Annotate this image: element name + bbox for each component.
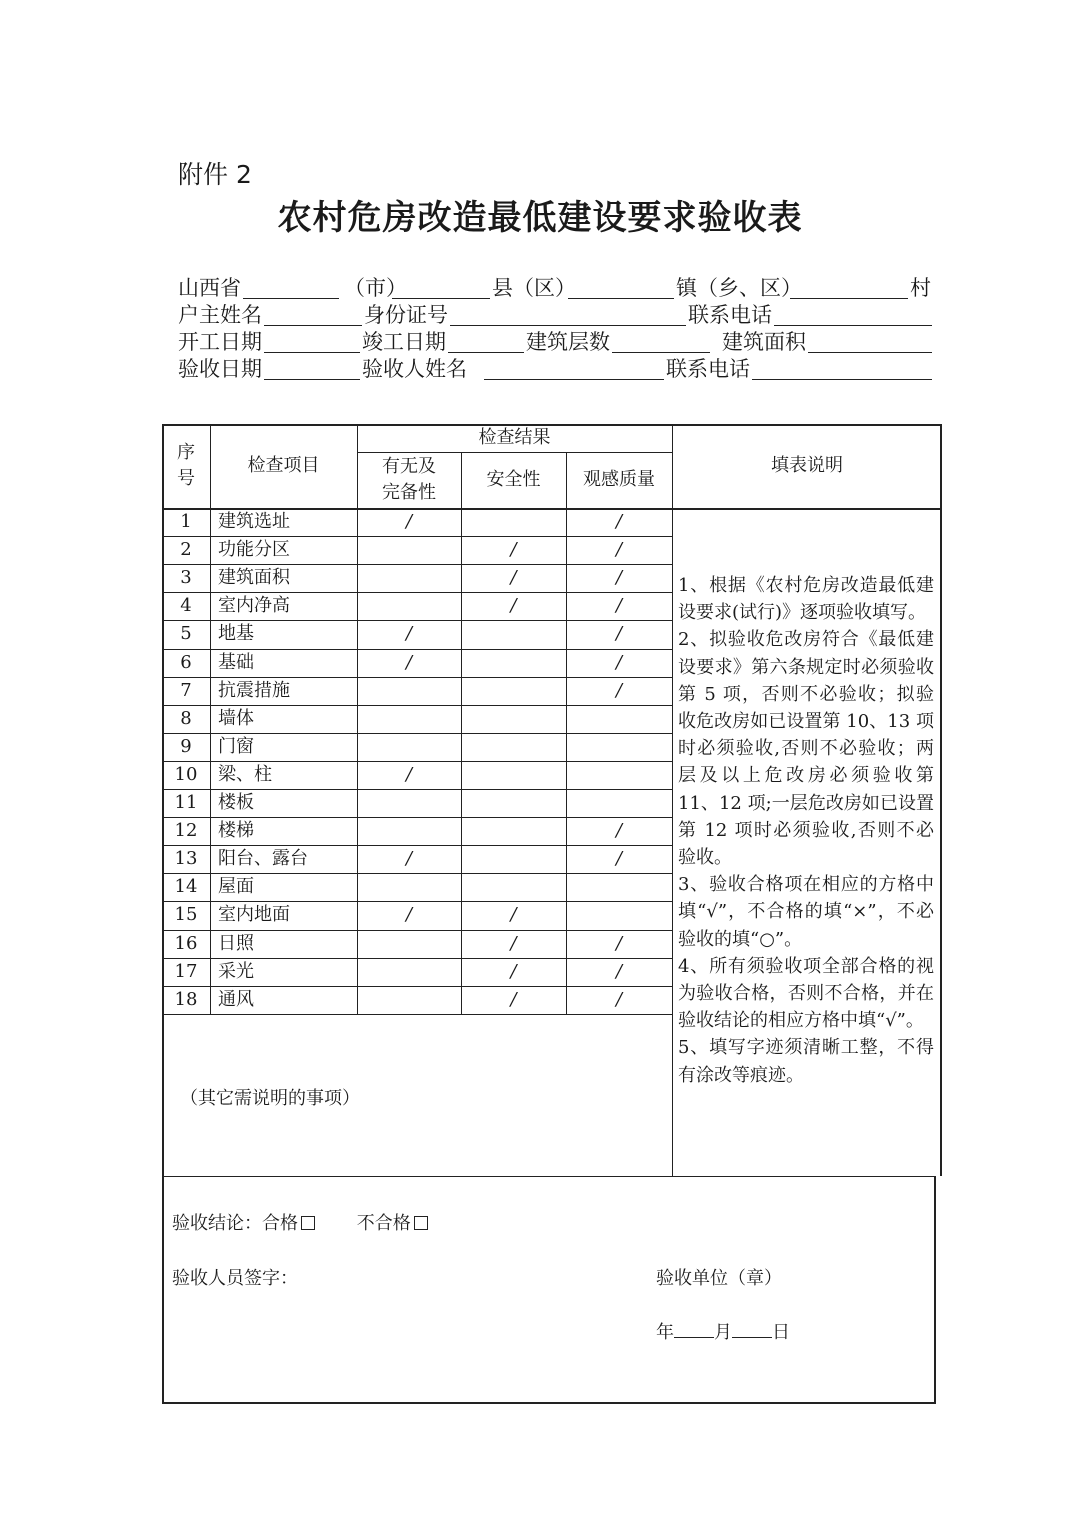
row-item: 地基 xyxy=(218,623,254,645)
inspect-date-label: 验收日期 xyxy=(178,357,262,381)
header-complete: 有无及完备性 xyxy=(382,456,436,503)
conclusion-fail-label: 不合格 xyxy=(356,1213,411,1234)
row-quality-mark[interactable]: / xyxy=(615,567,623,589)
border-right-upper xyxy=(940,424,942,1176)
row-quality-mark[interactable]: / xyxy=(615,539,623,561)
town-label: 镇（乡、区） xyxy=(676,276,802,300)
row-number: 15 xyxy=(174,904,198,926)
row-number: 1 xyxy=(180,511,192,533)
row-number: 8 xyxy=(180,707,192,729)
pass-checkbox[interactable] xyxy=(301,1216,315,1230)
row-number: 12 xyxy=(174,820,198,842)
signature-label: 验收人员签字： xyxy=(172,1268,298,1289)
header-safety: 安全性 xyxy=(486,469,541,490)
row-item: 建筑选址 xyxy=(218,511,290,533)
row-quality-mark[interactable]: / xyxy=(615,595,623,617)
header-seq: 序号 xyxy=(177,442,195,489)
row-number: 7 xyxy=(180,679,192,701)
row-quality-mark[interactable]: / xyxy=(615,679,623,701)
row-quality-mark[interactable] xyxy=(566,761,672,789)
row-safety-mark[interactable]: / xyxy=(510,539,517,561)
end-date-label: 竣工日期 xyxy=(362,330,446,354)
info-line-construction xyxy=(178,326,934,356)
row-safety-mark[interactable] xyxy=(461,705,566,733)
row-complete-mark[interactable] xyxy=(357,705,461,733)
info-line-location xyxy=(178,272,934,302)
row-item: 日照 xyxy=(218,932,254,954)
county-label: 县（区） xyxy=(492,276,576,300)
col-line-notes xyxy=(672,424,673,1176)
filling-instructions xyxy=(678,572,934,1089)
row-safety-mark[interactable] xyxy=(461,508,566,536)
unit-seal-label: 验收单位（章） xyxy=(656,1268,782,1289)
area-label: 建筑面积 xyxy=(722,330,806,354)
row-safety-mark[interactable] xyxy=(461,733,566,761)
row-quality-mark[interactable]: / xyxy=(615,932,623,954)
row-complete-mark[interactable] xyxy=(357,930,461,958)
month-label: 月 xyxy=(714,1322,732,1343)
row-number: 4 xyxy=(180,595,192,617)
row-item: 墙体 xyxy=(218,707,254,729)
row-complete-mark[interactable] xyxy=(357,677,461,705)
row-item: 基础 xyxy=(218,651,254,673)
row-item: 建筑面积 xyxy=(218,567,290,589)
row-quality-mark[interactable] xyxy=(566,873,672,901)
row-quality-mark[interactable]: / xyxy=(615,960,623,982)
row-complete-mark[interactable] xyxy=(357,789,461,817)
row-item: 抗震措施 xyxy=(218,679,290,701)
row-safety-mark[interactable] xyxy=(461,789,566,817)
row-safety-mark[interactable]: / xyxy=(510,595,517,617)
row-number: 5 xyxy=(180,623,192,645)
conclusion-pass-label: 验收结论：合格 xyxy=(172,1213,298,1234)
row-number: 11 xyxy=(174,792,198,814)
inspector-name-blank[interactable] xyxy=(484,379,664,380)
row-quality-mark[interactable] xyxy=(566,705,672,733)
day-label: 日 xyxy=(772,1322,790,1343)
row-safety-mark[interactable] xyxy=(461,620,566,648)
row-complete-mark[interactable]: / xyxy=(405,511,413,533)
border-right-lower xyxy=(934,1176,936,1404)
row-item: 采光 xyxy=(218,960,254,982)
row-number: 13 xyxy=(174,848,198,870)
header-quality: 观感质量 xyxy=(583,469,655,490)
row-complete-mark[interactable] xyxy=(357,592,461,620)
date-line xyxy=(656,1318,790,1344)
row-quality-mark[interactable]: / xyxy=(615,848,623,870)
row-item: 室内净高 xyxy=(218,595,290,617)
row-number: 16 xyxy=(174,932,198,954)
row-quality-mark[interactable]: / xyxy=(615,623,623,645)
row-quality-mark[interactable] xyxy=(566,901,672,929)
row-safety-mark[interactable] xyxy=(461,845,566,873)
row-quality-mark[interactable]: / xyxy=(615,651,623,673)
header-result: 检查结果 xyxy=(478,427,551,448)
row-safety-mark[interactable] xyxy=(461,649,566,677)
month-blank[interactable] xyxy=(674,1319,714,1338)
year-label: 年 xyxy=(656,1322,674,1343)
attachment-label: 附件 2 xyxy=(178,160,252,189)
row-complete-mark[interactable] xyxy=(357,564,461,592)
row-item: 梁、柱 xyxy=(218,763,272,785)
row-number: 3 xyxy=(180,567,192,589)
row-item: 门窗 xyxy=(218,735,254,757)
note-3: 3、验收合格项在相应的方格中填“√”，不合格的填“×”，不必验收的填“○”。 xyxy=(678,874,934,950)
province-label: 山西省 xyxy=(178,276,241,300)
footer-divider xyxy=(162,1176,936,1177)
row-safety-mark[interactable] xyxy=(461,677,566,705)
note-2: 2、拟验收危改房符合《最低建设要求》第六条规定时必须验收第 5 项，否则不必验收；拟验收危改房如已设置第 10、13 项时必须验收,否则不必验收；两层及以上危改房必须验收第 11、12 项;一层危改房如已设置第 12 项时必须验收,否则不必验收。 xyxy=(678,629,934,869)
row-item: 楼梯 xyxy=(218,820,254,842)
row-number: 10 xyxy=(174,763,198,785)
form-title: 农村危房改造最低建设要求验收表 xyxy=(277,198,803,238)
row-complete-mark[interactable]: / xyxy=(405,763,413,785)
row-complete-mark[interactable] xyxy=(357,873,461,901)
phone2-label: 联系电话 xyxy=(666,357,750,381)
city-label: （市） xyxy=(344,276,407,300)
phone-label: 联系电话 xyxy=(688,303,772,327)
row-safety-mark[interactable]: / xyxy=(510,932,517,954)
day-blank[interactable] xyxy=(732,1319,772,1338)
row-complete-mark[interactable] xyxy=(357,817,461,845)
row-complete-mark[interactable] xyxy=(357,536,461,564)
row-divider xyxy=(162,1014,672,1015)
inspection-table xyxy=(162,424,942,1404)
conclusion-line xyxy=(172,1209,428,1235)
row-item: 屋面 xyxy=(218,876,254,898)
row-number: 18 xyxy=(174,988,198,1010)
note-1: 1、根据《农村危房改造最低建设要求(试行)》逐项验收填写。 xyxy=(678,575,934,624)
header-notes: 填表说明 xyxy=(771,455,843,476)
fail-checkbox[interactable] xyxy=(414,1216,428,1230)
row-number: 9 xyxy=(180,735,192,757)
header-item: 检查项目 xyxy=(247,455,320,476)
row-safety-mark[interactable]: / xyxy=(510,988,517,1010)
floors-label: 建筑层数 xyxy=(526,330,610,354)
phone2-blank[interactable] xyxy=(752,379,932,380)
row-number: 6 xyxy=(180,651,192,673)
info-line-owner xyxy=(178,299,934,329)
row-complete-mark[interactable] xyxy=(357,986,461,1014)
other-matters-label: （其它需说明的事项） xyxy=(180,1088,360,1109)
row-safety-mark[interactable] xyxy=(461,761,566,789)
inspector-name-label: 验收人姓名 xyxy=(362,357,467,381)
row-quality-mark[interactable]: / xyxy=(615,820,623,842)
row-complete-mark[interactable]: / xyxy=(405,848,413,870)
row-quality-mark[interactable] xyxy=(566,733,672,761)
row-item: 室内地面 xyxy=(218,904,290,926)
village-label: 村 xyxy=(910,276,931,300)
note-4: 4、所有须验收项全部合格的视为验收合格，否则不合格，并在验收结论的相应方格中填“√”。 xyxy=(678,955,934,1032)
row-number: 14 xyxy=(174,876,198,898)
owner-name-label: 户主姓名 xyxy=(178,303,262,327)
info-line-inspection xyxy=(178,353,934,383)
note-5: 5、填写字迹须清晰工整，不得有涂改等痕迹。 xyxy=(678,1037,934,1086)
inspect-date-blank[interactable] xyxy=(264,379,360,380)
row-complete-mark[interactable]: / xyxy=(405,651,413,673)
id-number-label: 身份证号 xyxy=(364,303,448,327)
row-safety-mark[interactable]: / xyxy=(510,904,517,926)
row-item: 功能分区 xyxy=(218,539,290,561)
row-safety-mark[interactable] xyxy=(461,873,566,901)
start-date-label: 开工日期 xyxy=(178,330,262,354)
row-number: 17 xyxy=(174,960,198,982)
row-safety-mark[interactable]: / xyxy=(510,960,517,982)
row-complete-mark[interactable]: / xyxy=(405,623,413,645)
row-complete-mark[interactable] xyxy=(357,958,461,986)
row-item: 阳台、露台 xyxy=(218,848,308,870)
row-quality-mark[interactable]: / xyxy=(615,511,623,533)
row-quality-mark[interactable] xyxy=(566,789,672,817)
row-item: 楼板 xyxy=(218,792,254,814)
row-safety-mark[interactable] xyxy=(461,817,566,845)
row-item: 通风 xyxy=(218,988,254,1010)
row-complete-mark[interactable]: / xyxy=(405,904,413,926)
border-bottom xyxy=(162,1402,936,1404)
row-safety-mark[interactable]: / xyxy=(510,567,517,589)
row-complete-mark[interactable] xyxy=(357,733,461,761)
row-number: 2 xyxy=(180,539,192,561)
row-quality-mark[interactable]: / xyxy=(615,988,623,1010)
